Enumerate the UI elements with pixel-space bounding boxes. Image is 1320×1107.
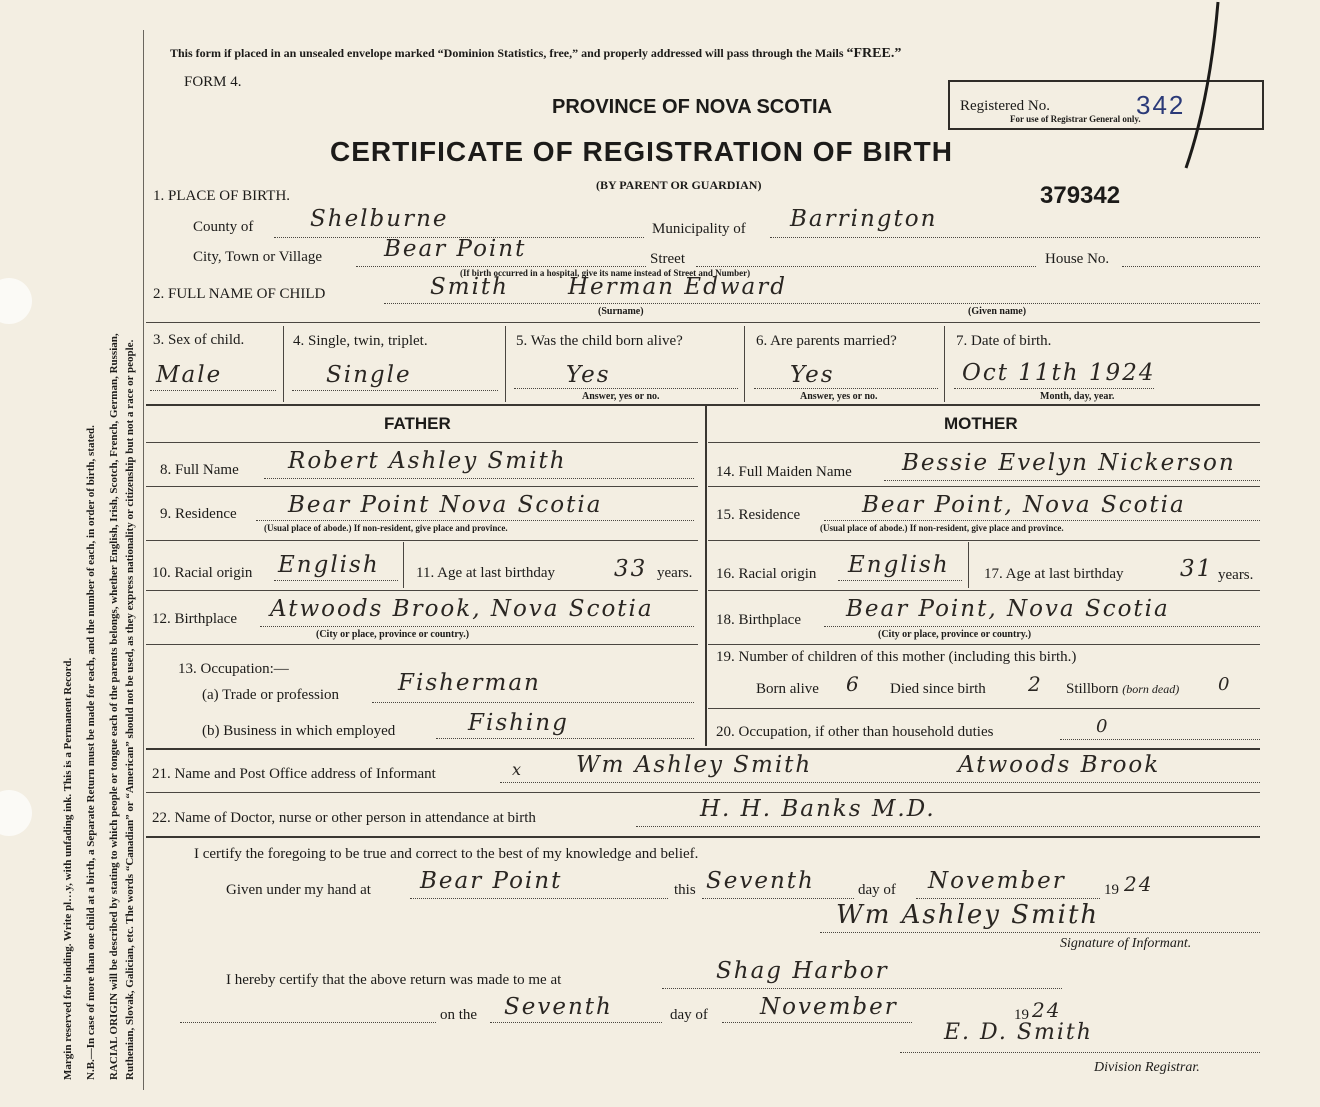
county-value: Shelburne: [310, 206, 449, 232]
registrar-month-line: [722, 1022, 912, 1023]
day-of-label: day of: [858, 882, 896, 898]
given-label: Given under my hand at: [226, 882, 371, 898]
parents-married-note: Answer, yes or no.: [800, 391, 878, 402]
father-birthplace: Atwoods Brook, Nova Scotia: [270, 596, 654, 622]
mother-occupation-line: [1060, 739, 1260, 740]
municipality-label: Municipality of: [652, 221, 746, 237]
died-count: 2: [1028, 672, 1043, 696]
registrar-signature: E. D. Smith: [944, 1020, 1093, 1045]
mother-occupation-label: 20. Occupation, if other than household duties: [716, 724, 994, 740]
mother-birthplace-label: 18. Birthplace: [716, 612, 801, 628]
father-age: 33: [614, 556, 648, 582]
registrar-day-line: [490, 1022, 662, 1023]
div-4-5: [505, 326, 506, 402]
plurality-label: 4. Single, twin, triplet.: [293, 333, 428, 349]
informant-label: 21. Name and Post Office address of Informant: [152, 766, 436, 782]
div-5-6: [744, 326, 745, 402]
dob-note: Month, day, year.: [1040, 391, 1115, 402]
mother-years-label: years.: [1218, 567, 1254, 583]
dob-label: 7. Date of birth.: [956, 333, 1052, 349]
father-name-label: 8. Full Name: [160, 462, 239, 478]
father-occupation-label: 13. Occupation:—: [178, 661, 289, 677]
business-line: [436, 738, 694, 739]
street-line: [696, 266, 1036, 267]
binding-hole-top: [0, 278, 32, 324]
day-value: Seventh: [706, 868, 815, 894]
city-label: City, Town or Village: [193, 249, 323, 265]
informant-line: [500, 782, 1260, 783]
father-heading: FATHER: [384, 414, 451, 433]
month-line: [916, 898, 1100, 899]
mother-heading: MOTHER: [944, 414, 1018, 433]
mother-birthplace-note: (City or place, province or country.): [878, 629, 1032, 640]
mother-age: 31: [1180, 556, 1214, 582]
informant-name: Wm Ashley Smith: [576, 752, 813, 778]
informant-signature: Wm Ashley Smith: [836, 900, 1100, 930]
father-name: Robert Ashley Smith: [288, 448, 567, 474]
this-label: this: [674, 882, 696, 898]
given-place: Bear Point: [420, 868, 563, 894]
house-label: House No.: [1045, 251, 1110, 267]
child-surname: Smith: [430, 274, 509, 300]
father-name-line: [264, 478, 694, 479]
father-rule-4: [146, 644, 698, 645]
father-birthplace-note: (City or place, province or country.): [316, 629, 470, 640]
rule-informant-top: [146, 748, 1260, 750]
given-place-line: [410, 898, 668, 899]
binding-margin-line: [143, 30, 144, 1090]
province-heading: PROVINCE OF NOVA SCOTIA: [552, 96, 833, 118]
father-heading-rule: [146, 442, 698, 443]
mother-name-label: 14. Full Maiden Name: [716, 464, 852, 480]
parents-married-value: Yes: [790, 362, 835, 388]
father-residence: Bear Point Nova Scotia: [288, 492, 603, 518]
born-alive-count: 6: [846, 672, 861, 696]
div-3-4: [283, 326, 284, 402]
father-birthplace-label: 12. Birthplace: [152, 611, 237, 627]
rule-row3-top: [146, 322, 1260, 323]
sex-label: 3. Sex of child.: [153, 332, 245, 348]
mother-racial: English: [848, 552, 950, 578]
month-value: November: [928, 868, 1066, 894]
born-alive-label: 5. Was the child born alive?: [516, 333, 683, 349]
father-residence-label: 9. Residence: [160, 506, 237, 522]
binding-hole-bottom: [0, 790, 32, 836]
father-age-label: 11. Age at last birthday: [416, 565, 555, 581]
father-rule-1: [146, 486, 698, 487]
side-note-line-1: Margin reserved for binding. Write pl…y, with unfading ink. This is a Permanent Record.: [62, 657, 74, 1080]
dob-line: [954, 388, 1154, 389]
father-rule-2: [146, 540, 698, 541]
form-number: FORM 4.: [184, 74, 242, 90]
father-abode-note: (Usual place of abode.) If non-resident, give place and province.: [264, 523, 508, 533]
registered-no-label: Registered No.: [960, 98, 1050, 114]
rule-certify-top: [146, 836, 1260, 838]
page-title: CERTIFICATE OF REGISTRATION OF BIRTH: [330, 136, 953, 167]
doctor-line: [636, 826, 1260, 827]
day-line: [702, 898, 854, 899]
father-birthplace-line: [260, 626, 694, 627]
signature-caption: Signature of Informant.: [1060, 936, 1192, 951]
registrar-year-prefix: 19: [1014, 1007, 1029, 1023]
mother-rule-1: [708, 486, 1260, 487]
mother-racial-line: [838, 580, 962, 581]
informant-address: Atwoods Brook: [958, 752, 1161, 778]
father-racial-divider: [403, 542, 404, 588]
on-the-label: on the: [440, 1007, 478, 1023]
registrar-statement: I hereby certify that the above return was made to me at: [226, 972, 562, 988]
mail-notice: This form if placed in an unsealed envelope marked “Dominion Statistics, free,” and properly addressed will pass through the Mails “FREE.”: [170, 46, 902, 61]
city-value: Bear Point: [384, 236, 527, 262]
trade-value: Fisherman: [398, 670, 541, 696]
municipality-value: Barrington: [790, 206, 938, 232]
year-suffix: 24: [1124, 872, 1154, 896]
registrar-year-suffix: 24: [1032, 998, 1062, 1022]
mother-residence-label: 15. Residence: [716, 507, 801, 523]
mother-racial-label: 16. Racial origin: [716, 566, 817, 582]
mother-rule-2: [708, 540, 1260, 541]
informant-mark: x: [512, 760, 524, 779]
rule-parents-top: [146, 404, 1260, 406]
hospital-note: (If birth occurred in a hospital, give its name instead of Street and Number): [460, 268, 751, 278]
father-residence-line: [256, 520, 694, 521]
mother-age-label: 17. Age at last birthday: [984, 566, 1124, 582]
child-given-name: Herman Edward: [568, 274, 787, 300]
registrar-caption: Division Registrar.: [1094, 1060, 1200, 1075]
trade-line: [372, 702, 694, 703]
mother-name-line: [884, 480, 1260, 481]
father-racial: English: [278, 552, 380, 578]
stillborn-label: Stillborn (born dead): [1066, 681, 1180, 697]
county-label: County of: [193, 219, 254, 235]
child-name-label: 2. FULL NAME OF CHILD: [153, 286, 326, 302]
given-name-note: (Given name): [968, 306, 1027, 317]
div-6-7: [944, 326, 945, 402]
father-racial-line: [274, 580, 398, 581]
certify-statement: I certify the foregoing to be true and correct to the best of my knowledge and belief.: [194, 846, 699, 862]
subtitle: (BY PARENT OR GUARDIAN): [596, 178, 762, 192]
pen-stroke-mark: [1170, 0, 1230, 180]
business-label: (b) Business in which employed: [202, 723, 396, 739]
mother-rule-5: [708, 708, 1260, 709]
doctor-label: 22. Name of Doctor, nurse or other person in attendance at birth: [152, 810, 536, 826]
street-label: Street: [650, 251, 685, 267]
municipality-line: [770, 237, 1260, 238]
plurality-line: [292, 390, 498, 391]
surname-note: (Surname): [598, 306, 644, 317]
mother-rule-4: [708, 644, 1260, 645]
registered-no-value: 342: [1136, 90, 1186, 120]
trade-label: (a) Trade or profession: [202, 687, 340, 703]
sex-line: [150, 390, 276, 391]
registrar-place-line: [662, 988, 1062, 989]
mother-birthplace: Bear Point, Nova Scotia: [846, 596, 1170, 622]
mother-abode-note: (Usual place of abode.) If non-resident, give place and province.: [820, 523, 1064, 533]
mother-heading-rule: [708, 442, 1260, 443]
plurality-value: Single: [326, 362, 412, 388]
mother-racial-divider: [968, 542, 969, 588]
signature-line: [820, 932, 1260, 933]
business-value: Fishing: [468, 710, 569, 736]
father-years-label: years.: [657, 565, 693, 581]
born-alive-value: Yes: [566, 362, 611, 388]
mother-residence-line: [824, 520, 1260, 521]
city-line: [356, 266, 646, 267]
rule-doctor-top: [146, 792, 1260, 793]
registrar-use-note: For use of Registrar General only.: [1010, 114, 1141, 124]
stamp-number: 379342: [1040, 182, 1121, 209]
side-note-line-3: RACIAL ORIGIN will be described by stating to which people or tongue each of the parents belongs, whether English, Irish, Scotch, French, German, Russian,: [108, 333, 120, 1080]
child-name-line: [384, 303, 1260, 304]
dob-value: Oct 11th 1924: [962, 360, 1156, 386]
registrar-day: Seventh: [504, 994, 613, 1020]
stillborn-count: 0: [1218, 674, 1232, 695]
born-alive-line: [514, 388, 738, 389]
mother-occupation: 0: [1096, 716, 1110, 737]
registrar-day-of-label: day of: [670, 1007, 708, 1023]
on-the-leading-line: [180, 1022, 436, 1023]
side-note-line-2: N.B.—In case of more than one child at a birth, a Separate Return must be made for each, and the number of each, in order of birth, stated.: [85, 425, 97, 1080]
registrar-month: November: [760, 994, 898, 1020]
registrar-place: Shag Harbor: [716, 958, 889, 984]
born-alive-note: Answer, yes or no.: [582, 391, 660, 402]
mother-birthplace-line: [824, 626, 1260, 627]
doctor-name: H. H. Banks M.D.: [700, 796, 936, 822]
year-prefix: 19: [1104, 882, 1119, 898]
mother-rule-3: [708, 590, 1260, 591]
father-racial-label: 10. Racial origin: [152, 565, 253, 581]
parents-married-line: [754, 388, 938, 389]
house-line: [1122, 266, 1260, 267]
mother-residence: Bear Point, Nova Scotia: [862, 492, 1186, 518]
sex-value: Male: [156, 362, 223, 388]
born-alive-count-label: Born alive: [756, 681, 819, 697]
father-rule-3: [146, 590, 698, 591]
mother-name: Bessie Evelyn Nickerson: [902, 450, 1236, 476]
parents-divider: [705, 406, 707, 746]
died-label: Died since birth: [890, 681, 986, 697]
side-note-line-4: Ruthenian, Slovak, Galician, etc. The words “Canadian” or “American” should not be used, as they express nationality or citizenship but not a race or people.: [124, 339, 136, 1080]
place-of-birth-heading: 1. PLACE OF BIRTH.: [153, 188, 291, 204]
parents-married-label: 6. Are parents married?: [756, 333, 897, 349]
children-label: 19. Number of children of this mother (including this birth.): [716, 649, 1077, 665]
registrar-signature-line: [900, 1052, 1260, 1053]
